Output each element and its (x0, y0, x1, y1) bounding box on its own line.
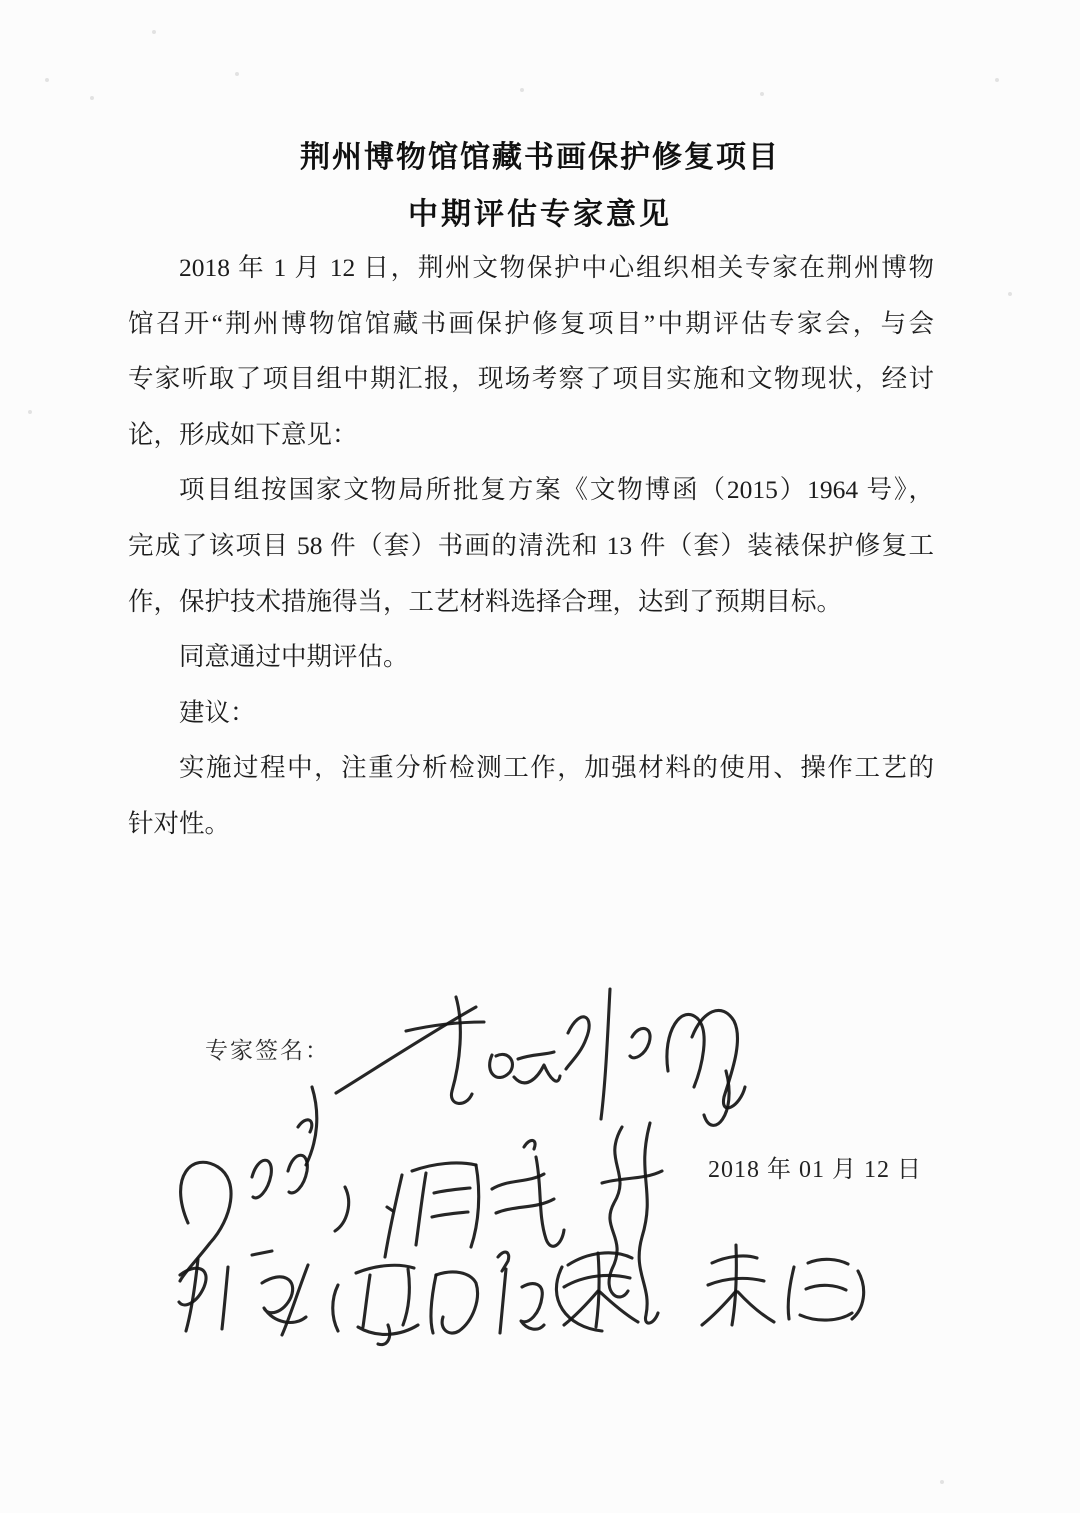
paragraph-line: 项目组按国家文物局所批复方案《文物博函（2015）1964 号》， (179, 475, 934, 505)
paragraph-line: 作，保护技术措施得当，工艺材料选择合理，达到了预期目标。 (128, 586, 843, 616)
signature-6 (179, 1251, 308, 1335)
paragraph-line: 针对性。 (128, 808, 231, 838)
signature-date: 2018 年 01 月 12 日 (708, 1157, 922, 1183)
handwritten-signatures (140, 975, 940, 1395)
signature-2 (566, 989, 745, 1125)
paragraph-line: 专家听取了项目组中期汇报，现场考察了项目实施和文物现状，经讨 (128, 364, 934, 394)
paragraph-line: 2018 年 1 月 12 日，荆州文物保护中心组织相关专家在荆州博物 (179, 253, 934, 282)
scan-speck (235, 72, 239, 76)
expert-signature-label: 专家签名： (205, 1038, 330, 1063)
document-body (128, 240, 934, 852)
scan-speck (760, 92, 764, 96)
paragraph-line: 馆召开“荆州博物馆馆藏书画保护修复项目”中期评估专家会，与会 (128, 308, 934, 338)
scan-speck (152, 30, 156, 34)
paragraph-line: 建议： (179, 697, 256, 727)
signature-5 (602, 1123, 662, 1323)
signature-9 (702, 1245, 864, 1325)
scan-speck (90, 96, 94, 100)
title-line-1: 荆州博物馆馆藏书画保护修复项目 (300, 141, 780, 174)
paragraph-line: 同意通过中期评估。 (179, 642, 409, 672)
paragraph-line: 论，形成如下意见： (128, 419, 358, 449)
signature-1 (336, 997, 560, 1103)
scan-speck (28, 410, 32, 414)
title-line-2: 中期评估专家意见 (408, 198, 672, 231)
scan-speck (45, 78, 49, 82)
scan-speck (1008, 292, 1012, 296)
scan-speck (520, 88, 524, 92)
scan-speck (940, 1480, 944, 1484)
signature-7 (333, 1252, 544, 1345)
paragraph-line: 实施过程中，注重分析检测工作，加强材料的使用、操作工艺的 (179, 753, 934, 783)
signature-4 (385, 1140, 564, 1257)
scan-speck (995, 78, 999, 82)
paragraph-line: 完成了该项目 58 件（套）书画的清洗和 13 件（套）装裱保护修复工 (128, 530, 934, 560)
signature-3 (180, 1120, 393, 1281)
